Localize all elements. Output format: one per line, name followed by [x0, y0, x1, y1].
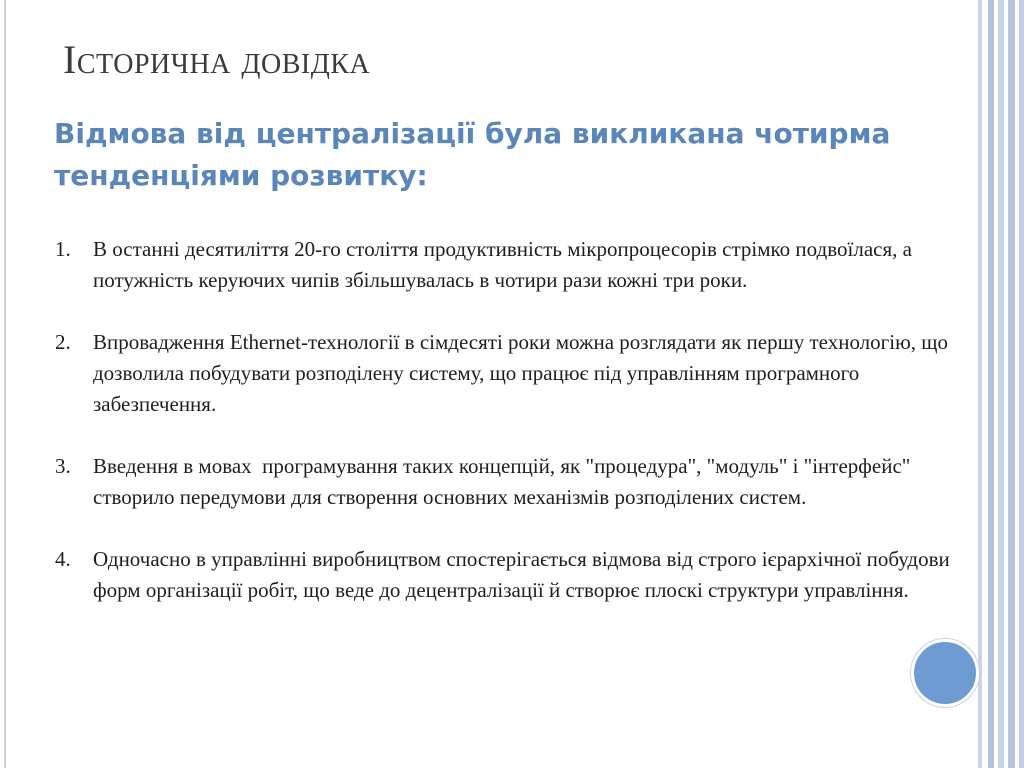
- decorative-circle: [911, 639, 979, 707]
- item-number: 4.: [55, 547, 71, 571]
- item-text: В останні десятиліття 20-го століття продуктивність мікропроцесорів стрімко подвоїлася, а потужність керуючих чипів збільшувалась в чотири рази кожні три роки.: [93, 237, 918, 292]
- list-item-1: [55, 234, 955, 296]
- slide-title: Історична довідка: [63, 37, 371, 82]
- slide-subtitle: Відмова від централізації була викликана чотирма тенденціями розвитку:: [54, 117, 891, 192]
- decorative-side-stripes: [978, 0, 1024, 768]
- trend-list: [55, 234, 955, 637]
- item-number: 2.: [55, 330, 71, 354]
- item-text: Одночасно в управлінні виробництвом спостерігається відмова від строго ієрархічної побудови форм організації робіт, що веде до децентралізації й створює плоскі структури управління.: [93, 547, 955, 602]
- item-number: 1.: [55, 237, 71, 261]
- list-item-2: [55, 327, 955, 420]
- item-text: Введення в мовах програмування таких концепцій, як "процедура", "модуль" і "інтерфейс" створило передумови для створення основних механізмів розподілених систем.: [93, 454, 916, 509]
- list-item-3: [55, 451, 955, 513]
- item-number: 3.: [55, 454, 71, 478]
- item-text: Впровадження Ethernet-технології в сімдесяті роки можна розглядати як першу технологію, що дозволила побудувати розподілену систему, що працює під управлінням програмного забезпечення.: [93, 330, 954, 416]
- list-item-4: [55, 544, 955, 606]
